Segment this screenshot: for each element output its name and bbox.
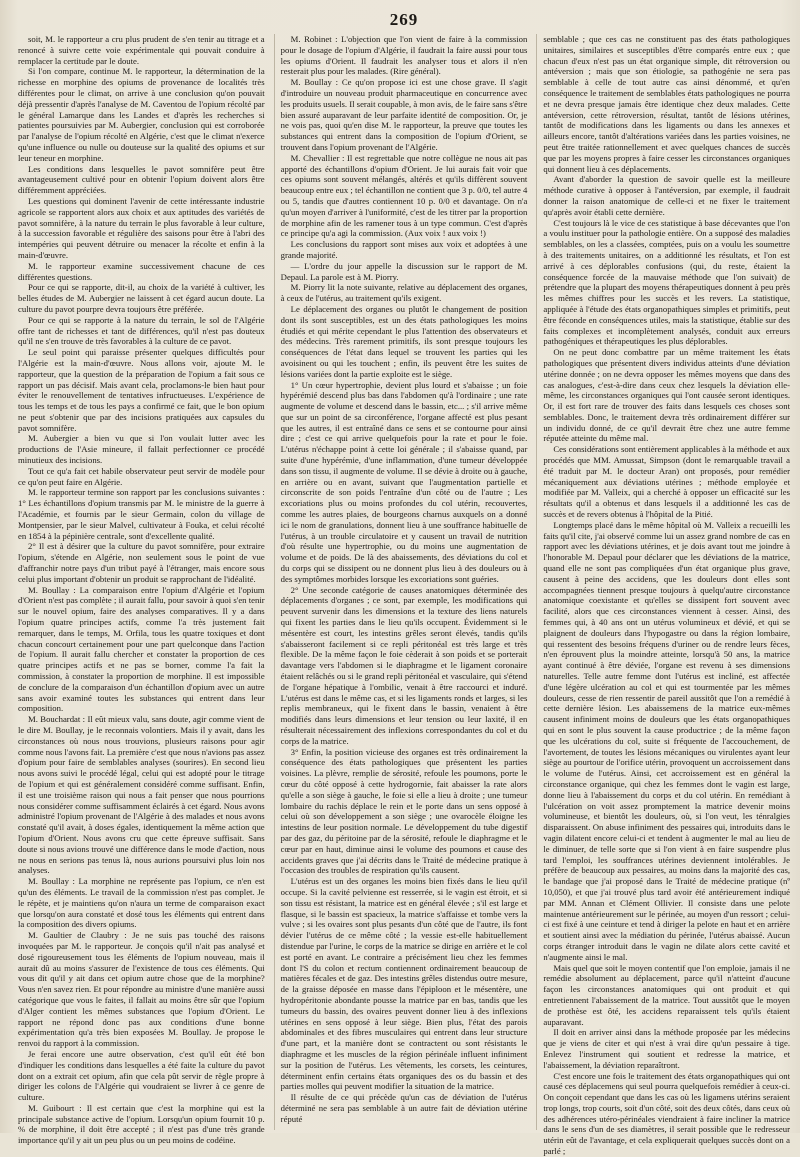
paragraph: M. Chevallier : Il est regrettable que notre collègue ne nous ait pas apporté des échantillons d'opium d'Orient. Je lui aurais fait voir que ces opiums sont souvent mélangés, altérés et qu'ils diffèrent souvent beaucoup entre eux ; tel échantillon ne contient que 3 p. 0/0, tel autre 4 ou 5, tandis que d'autres contiennent 10 p. 0/0 et davantage. On n'a qu'un moyen d'arriver à l'uniformité, c'est de les titrer par la proportion de morphine afin de les ramener tous à un type commun. C'est d'après ce principe qu'a agi la commission. (Aux voix ! aux voix !) [280,152,528,239]
paragraph: C'est encore une fois le traitement des états organopathiques qui ont causé ces déplacemens qui seul pourra quelquefois remédier à ceux-ci. On conçoit cependant que dans les cas où les ligamens utérins seraient trop longs, trop courts, soit d'un côté, soit des deux côtés, dans ceux où des adhérences utéro-périnéales viendraient à faire incliner la matrice dans le sens d'un de ses diamètres, il serait possible que le redresseur utérin eût de l'avantage, et cela expliquerait quelques succès dont on a parlé ; [543,1070,791,1157]
paragraph: M. le rapporteur examine successivement chacune de ces différentes questions. [18,260,265,282]
paragraph: Si l'on compare, continue M. le rapporteur, la détermination de la richesse en morphine des opiums de provenance de localités très différentes pour le climat, on arrive à une conclusion qu'on pouvait déjà pressentir d'après l'analyse de M. Caventou de l'opium récolté par le général Lamarque dans les Landes et d'après les recherches si patientes poursuivies par M. Aubergier, conclusion qui est corroborée par l'analyse de l'opium récolté en Algérie, c'est que le climat n'exerce qu'une influence ou nulle ou douteuse sur la qualité des opiums et sur leur teneur en morphine. [18,66,265,163]
paragraph: Je ferai encore une autre observation, c'est qu'il eût été bon d'indiquer les conditions dans lesquelles a été faite la culture du pavot dont on a extrait cet opium, afin que cela pût servir de règle propre à diriger les colons de l'Algérie qui voudraient se livrer à ce genre de culture. [18,1048,265,1103]
paragraph: Mais quel que soit le moyen contentif que l'on emploie, jamais il ne remédie absolument au déplacement, parce qu'il n'atteint d'aucune façon les circonstances anatomiques qui ont produit et qui entretiennent l'abaissement de la matrice. Tout aussitôt que le moyen de prothèse est ôté, les accidens reparaissent tels qu'ils étaient auparavant. [543,962,791,1027]
paragraph: — L'ordre du jour appelle la discussion sur le rapport de M. Depaul. La parole est à M. Piorry. [280,260,528,282]
paragraph: Tout ce qu'a fait cet habile observateur peut servir de modèle pour ce qu'on peut faire en Algérie. [18,465,265,487]
paragraph: M. Bouchardat : Il eût mieux valu, sans doute, agir comme vient de le dire M. Boullay, je le reconnais volontiers. Mais il y avait, dans les circonstances où nous nous trouvions, plusieurs raisons pour agir comme nous l'avons fait. La première c'est que nous n'avions pas assez d'opium pour faire de semblables analyses (sourires). En second lieu nous avons suivi le procédé légal, celui qui est adopté pour le titrage de l'opium et qui est généralement considéré comme suffisant. Enfin, il est une troisième raison qui nous a fait penser que nous pourrions nous considérer comme suffisamment éclairés à cet égard. Nous avons administré l'opium provenant de l'Algérie à des malades et nous avons constaté qu'il avait, à doses égales, identiquement la même action que l'opium d'Orient. Nous avons cru que cette épreuve suffisait. Sans doute si nous avions trouvé une différence dans le mode d'action, nous ne nous en serions pas tenus là, nous aurions poursuivi plus loin nos analyses. [18,714,265,876]
paragraph: Ces considérations sont entièrement applicables à la méthode et aux procédés que MM. Amussat, Simpson (dont le remarquable travail a été traduit par M. le docteur Aran) ont proposés, pour remédier mécaniquement aux déviations utérines ; méthode employée et modifiée par M. Valleix, qui a cherché à opposer un efficacité sur les résultats qu'il a obtenus et dans lesquels il a additionné les cas de succès et de revers obtenus à l'hôpital de la Pitié. [543,444,791,520]
paragraph: C'est toujours là le vice de ces statistique à base décevantes que l'on a voulu instituer pour la pathologie entière. On a supposé des maladies semblables, on les a classées, comptées, puis on a voulu les soumettre à des traitements unitaires, on a additionné les résultats, et l'on est arrivé à ces déplorables confusions (qui, du reste, étaient la conséquence forcée de la mauvaise méthode que l'on suivait) de prétendre que la plupart des moyens thérapeutiques donnent à peu près les mêmes chiffres pour les succès et les revers. La statistique, appliquée à l'étude des états organopathiques simples et primitifs, peut être féconde en conséquences utiles, mais la statistique, établie sur des faits complexes et incomplètement analysés, conduit aux erreurs pathogéniques et thérapeutiques les plus déplorables. [543,217,791,347]
paragraph: M. Piorry lit la note suivante, relative au déplacement des organes, à ceux de l'utérus, au traitement qu'ils exigent. [280,282,528,304]
paragraph: Les conditions dans lesquelles le pavot somnifère peut être avantageusement cultivé pour en obtenir l'opium doivent alors être différemment appréciées. [18,163,265,196]
paragraph: M. Boullay : La comparaison entre l'opium d'Algérie et l'opium d'Orient n'est pas complète ; il aurait fallu, pour savoir à quoi s'en tenir sur le nouvel opium, faire des analyses comparatives. Il y a dans l'opium quatre principes actifs, comme l'a très justement fait remarquer, dans le temps, M. Orfila, tous les quatre toxiques et dont chacun concourt certainement pour une part quelconque dans l'action de l'opium. Il aurait fallu chercher et constater la proportion de ces quatre principes actifs et ne pas se borner, comme l'a fait la commission, à constater la proportion de morphine. Il est impossible de conclure de la comparaison d'un échantillon d'opium avec un autre sans avoir examiné toutes les substances qui entrent dans leur composition. [18,584,265,714]
page-number: 269 [389,10,419,29]
paragraph: Le seul point qui paraisse présenter quelques difficultés pour l'Algérie est la main-d'œuvre. Nous allons voir, ajoute M. le rapporteur, que la question de la préparation de l'opium a fait sous ce rapport un pas décisif. Mais avant cela, proclamons-le bien haut pour éviter le renouvellement de tentatives infructueuses. L'expérience de tous les temps et de tous les pays a confirmé ce fait, que le bon opium ne peut s'obtenir que par des incisions pratiquées aux capsules du pavot somnifère. [18,347,265,433]
column-middle [274,34,528,1130]
paragraph: Avant d'aborder la question de savoir quelle est la meilleure méthode curative à opposer à l'antéversion, par exemple, il faudrait donner la raison anatomique de celle-ci et ne fixer le traitement qu'après avoir établi cette dernière. [543,174,791,217]
paragraph: 2° Une seconde catégorie de causes anatomiques déterminée des déplacements d'organes ; ce sont, par exemple, les modifications qui peuvent survenir dans les dimensions et la texture des liens naturels qui fixent les parties dans le lieu qu'ils occupent. Évidemment si le mésentère est court, les intestins grêles seront élevés, tandis qu'ils s'abaisseront facilement si ce repli péritonéal est très large et très flexible. De la même façon le foie cèderait à son poids et se porterait davantage vers l'abdomen si le diaphragme et le ligament coronaire étaient relâchés ou si le grand repli péritonéal et vasculaire, qui s'étend de l'organe hépatique à l'ombilic, venait à être raccourci et induré. L'utérus est dans le même cas, et si les ligaments ronds et larges, si les replis membraneux, qui le fixent dans le bassin, venaient à être modifiés dans leurs dimensions et leur tension ou leur laxité, il en résulterait nécessairement des inflexions correspondantes du col et du corps de la matrice. [280,584,528,746]
paragraph: Les conclusions du rapport sont mises aux voix et adoptées à une grande majorité. [280,239,528,260]
paragraph: Longtemps placé dans le même hôpital où M. Valleix a recueilli les faits qu'il cite, j'ai observé comme lui un assez grand nombre de cas en rapport avec les déviations utérines, et je dois avant tout me joindre à l'honorable M. Depaul pour déclarer que les déviations de la matrice, quand elle ne sont pas compliquées d'un état organique plus grave, causent à peine des accidens, que les douleurs dont elles sont accompagnées tiennent presque toujours à quelqu'autre circonstance anatomique coexistante et qu'elles se dissipent fort souvent avec facilité, alors que ces circonstances viennent à cesser. Ainsi, des femmes qui, à 40 ans ont un utérus volumineux et dévié, et qui se plaignent de douleurs dans l'hypogastre ou dans la région lombaire, qui ressentent des besoins fréquens d'uriner ou de rendre leurs fèces, n'en éprouvent plus la moindre atteinte, lorsqu'à 50 ans, la matrice ayant continué à être déviée, l'organe est revenu à ses dimensions naturelles. Telle autre femme dont l'utérus est incliné, est affectée d'une légère ulcération au col et qui est tourmentée par les mêmes douleurs, cesse de rien ressentir de pareil aussitôt que l'on a remédié à cette dernière lésion. Les abaissemens de la matrice eux-mêmes causent infiniment moins de douleurs que les états organopathiques qui en sont le plus souvent la cause productrice ; de la même façon que les ulcérations du col, suite si fréquente de l'accouchement, de l'avortement, de toutes les lésions mécaniques ou virulentes ayant leur siège au pourtour de l'orifice utérin, provoquent un accroissement dans le volume de l'utérus. Ainsi, cet accroissement est en général la circonstance organique, qui chez les femmes dont le vagin est large, donne lieu à l'abaissement du corps et du col utérin. En remédiant à l'ulcération on voit assez promptement la matrice devenir moins volumineuse, et bientôt les douleurs, où, si l'on veut, les ténralgies disparaissent. On abuse infiniment des pessaires qui, introduits dans le vagin dilatent encore celui-ci et tendent à augmenter le mal au lieu de le diminuer, de telle sorte que si l'on vient à en faire suspendre plus tard l'emploi, les souffrances utérines deviennent intolérables. Je préfère de beaucoup aux pessaires, au moins dans la majorité des cas, le bandage que j'ai proposé dans le Traité de médecine pratique (nº 10,050), et que j'ai trouvé plus tard avoir été antérieurement indiqué par MM. Annan et Clément Ollivier. Il consiste dans une pelote maintenue antérieurement sur le périnée, au moyen d'un ressort ; celui-ci est fixé à une ceinture et tend à diriger la pelote en haut et en arrière et soutient ainsi avec la médiation du périnée, l'utérus abaissé. Aucun corps étranger introduit dans le vagin ne dilate alors cette cavité et n'augmente ainsi le mal. [543,519,791,962]
paragraph: M. Guibourt : Il est certain que c'est la morphine qui est la principale substance active de l'opium. Lorsqu'un opium fournit 10 p. % de morphine, il doit être accepté ; il n'est pas d'une très grande importance qu'il y ait un peu plus ou un peu moins de codéine. [18,1102,265,1146]
paragraph: Les questions qui dominent l'avenir de cette intéressante industrie agricole se rapportent alors aux choix et aux aptitudes des variétés de pavot somnifère, à la nature du terrain le plus favorable à leur culture, à la succession favorable et régulière des saisons pour être à l'abri des intempéries qui peuvent détruire ou menacer la récolte et enfin à la main-d'œuvre. [18,195,265,260]
paragraph: Il doit en arriver ainsi dans la méthode proposée par les médecins que je viens de citer et qui n'est à vrai dire qu'un pessaire à tige. Enlevez l'instrument qui soutient et redresse la matrice, et l'abaissement, la déviation reparaîtront. [543,1027,791,1070]
paragraph: M. le rapporteur termine son rapport par les conclusions suivantes : 1° Les échantillons d'opium transmis par M. le ministre de la guerre à l'Académie, et fournis par le sieur Germain, colon du village de Montpensier, par le sieur Malvel, cultivateur à Fouka, et celui récolté en 1854 à la pépinière centrale, sont d'excellente qualité. [18,487,265,541]
text-columns [18,34,791,1157]
paragraph: 2° Il est à désirer que la culture du pavot somnifère, pour extraire l'opium, s'étende en Algérie, non seulement sous le point de vue d'affranchir notre pays d'un tribut payé à l'étranger, mais encore sous celui plus important d'obtenir un produit se rapprochant de l'idéalité. [18,541,265,584]
paragraph: L'utérus est un des organes les moins bien fixés dans le lieu qu'il occupe. Si la cavité pelvienne est resserrée, si le vagin est étroit, et si son tissu est résistant, la matrice est en général élevée ; s'il est large et flasque, si le bassin est spacieux, la matrice s'affaisse et tombe vers la vulve ; si les ovaires sont plus pesants d'un côté que de l'autre, ils font dévier l'utérus de ce même côté ; la vessie est-elle habituellement distendue par l'urine, le corps de la matrice se dirige en arrière et le col est porté en avant. Le contraire a précisément lieu chez les femmes dont l'S du colon et rectum contiennent ordinairement beaucoup de matières fécales et de gaz. Des intestins grêles distendus outre mesure, de la graisse déposée en masse dans l'épiploon et le mésentère, une hydropéritonie abondante pousse la matrice par en bas, tandis que les tumeurs du bassin, des ovaires peuvent donner lieu à des inflexions utérines en sens opposé à leur siège. Bien plus, l'état des parois abdominales et des fibres musculaires qui entrent dans leur structure d'une part, et la manière dont se contractent ou sont résistants le diaphragme et les muscles de la région périnéale influent infiniment sur la position de l'utérus. Les vêtements, les corsets, les ceintures, déterminent enfin certains états organiques des os du bassin et des parties molles qui peuvent modifier la situation de la matrice. [280,876,528,1092]
paragraph: On ne peut donc combattre par un même traitement les états pathologiques que présentent divers individus atteints d'une déviation utérine donnée ; on ne devra opposer les mêmes moyens que dans des cas analogues, c'est-à-dire dans ceux chez lesquels la déviation elle-même, les circonstances organiques qui l'ont causée seront identiques. Or, il est fort rare de trouver des faits dans lesquels ces choses sont semblables. Donc, le traitement devra très ordinairement différer sur un individu donné, de ce qu'il devrait être chez une autre femme réputée atteinte du même mal. [543,347,791,444]
paragraph: M. Boullay : Ce qu'on propose ici est une chose grave. Il s'agit d'introduire un nouveau produit pharmaceutique en concurrence avec les produits usuels. Il serait coupable, à mon avis, de le faire sans s'être bien assuré auparavant de leur parfaite identité de composition. Or, je ne vois pas, quoi qu'en dise M. le rapporteur, la preuve que toutes les substances qui entrent dans la composition de l'opium d'Orient, se trouvent dans l'opium provenant de l'Algérie. [280,77,528,152]
paragraph: 3° Enfin, la position vicieuse des organes est très ordinairement la conséquence des états pathologiques que présentent les parties voisines. La plèvre, remplie de sérosité, refoule les poumons, porte le cœur du côté opposé à cette hydrogornie, fait abaisser la rate alors qu'elle a son siège à gauche, le foie si elle a lieu à droite ; une tumeur lombaire du rachis déplace le rein et le porte dans un sens opposé à celui où son développement a son siège ; une ovarocèle éloigne les intestins de leur position normale. Le développement du tube digestif par des gaz, du péritoine par de la sérosité, refoule le diaphragme et le cœur par en haut, diminue ainsi le volume des poumons et cause des accidents graves que j'ai décrits dans le Traité de médecine pratique à l'occasion des troubles de respiration qu'ils causent. [280,746,528,876]
paragraph: semblable ; que ces cas ne constituent pas des états pathologiques unitaires, similaires et susceptibles d'être comparés entre eux ; que chacun d'eux n'est pas un état organique simple, dit rétroversion ou antéversion ; mais que son étiologie, sa pathogénie ne sera pas semblable à celle de tout autre cas ainsi dénommé, et qu'en conséquence le traitement de semblables états pathologiques ne pourra et ne devra presque jamais être identique chez deux malades. Cette antéversion, cette rétroversion, résultat, tantôt de lésions utérines, tantôt de modifications dans les ligaments ou dans les annexes et ailleurs encore, tantôt d'altérations variées dans les parties voisines, ne peut être traitée rationnellement et avec quelques chances de succès que par les moyens propres à faire cesser les circonstances organiques qui donnent lieu à ces déplacements. [543,34,791,174]
paragraph: M. Gaultier de Claubry : Je ne suis pas touché des raisons invoquées par M. le rapporteur. Je conçois qu'il n'ait pas analysé et dosé rigoureusement tous les éléments de l'opium nouveau, mais il aurait dû au moins s'assurer de l'existence de tous ces éléments. Qui vous dit qu'il y ait dans cet opium autre chose que de la morphine? Vous n'en savez rien. Et pour répondre au ministre d'une manière aussi catégorique que vous le faites, il fallait au moins être sûr que l'opium d'Alger contient les mêmes substances que l'opium d'Orient. Le rapport ne répond donc pas aux conditions d'une bonne expérimentation qu'a très bien exposées M. Boullay. Je propose le renvoi du rapport à la commission. [18,930,265,1049]
column-left [18,34,265,1146]
paragraph: Le déplacement des organes ou plutôt le changement de position dont ils sont susceptibles, est un des états pathologiques les moins étudiés et qui mérite cependant le plus l'attention des observateurs et des médecins. Très rarement primitifs, ils sont presque toujours les conséquences de l'état dans lequel se trouvent les parties qui les avoisinent ou qui les touchent ; enfin, ils peuvent être les suites de lésions variées dont la partie exploite est le siège. [280,303,528,379]
paragraph: 1° Un cœur hypertrophie, devient plus lourd et s'abaisse ; un foie hypérémié descend plus bas dans l'abdomen qu'à l'ordinaire ; une rate augmente de volume et descend dans le bassin, etc... ; s'il arrive même que sur un point de sa circonférence, l'organe affecté est plus pesant que les autres, il est entraîné dans ce sens et se contourne pour ainsi dire ; c'est ce qui arrive quelquefois pour la rate et pour le foie. L'utérus n'échappe point à cette loi générale ; il s'abaisse quand, par suite d'une hypérémie, d'une inflammation, d'une tumeur développée dans son tissu, il augmente de volume. Il se dévie à droite ou à gauche, en arrière ou en avant, suivant que l'augmentation partielle et circonscrite de son poids l'entraîne d'un côté ou de l'autre ; Les excoriations plus ou moins profondes du col utérin, recouvertes, comme les autres plaies, de bourgeons charnus auxquels on a donné ici le nom de granulations, donnent lieu à une souffrance habituelle de l'utérus, à un trouble circulatoire et y causent un travail de nutrition d'où résulte une hypertrophie, ou du moins une augmentation de volume et de poids. De là des abaissements, des déviations du col et du corps qui se dissipent ou ne donnent plus lieu à des douleurs ou à des symptômes morbides lorsque les excoriations sont guéries. [280,379,528,584]
paragraph: M. Robinet : L'objection que l'on vient de faire à la commission pour le dosage de l'opium d'Algérie, il faudrait la faire aussi pour tous les opiums d'Orient. Il faudrait les analyser tous et alors il n'en resterait plus pour les malades. (Rire général). [280,34,528,77]
paragraph: Pour ce qui se rapporte, dit-il, au choix de la variété à cultiver, les belles études de M. Aubergier ne laissent à cet égard aucun doute. La culture du pavot pourpre devra toujours être préférée. [18,282,265,314]
paragraph: Pour ce qui se rapporte à la nature du terrain, le sol de l'Algérie offre tant de richesses et tant de différences, qu'il n'est pas douteux qu'il ne s'en trouve de très favorables à la culture de ce pavot. [18,314,265,347]
paragraph: Il résulte de ce qui précède qu'un cas de déviation de l'utérus déterminé ne sera pas semblable à un autre fait de déviation utérine réputé [280,1092,528,1124]
paragraph: M. Aubergier a bien vu que si l'on voulait lutter avec les productions de l'Asie mineure, il fallait perfectionner ce procédé minutieux des incisions. [18,433,265,466]
paragraph: soit, M. le rapporteur a cru plus prudent de s'en tenir au titrage et a renoncé à suivre cette voie expérimentale qui pouvait conduire à remplacer la certitude par le doute. [18,34,265,66]
column-right [536,34,791,1157]
paragraph: M. Boullay : La morphine ne représente pas l'opium, ce n'en est qu'un des éléments. Le travail de la commission n'est pas complet. Je le répète, et je maintiens qu'on n'aura un terme de comparaison exact que lorsqu'on aura constaté et dosé tous les éléments qui entrent dans la composition des divers opiums. [18,876,265,930]
